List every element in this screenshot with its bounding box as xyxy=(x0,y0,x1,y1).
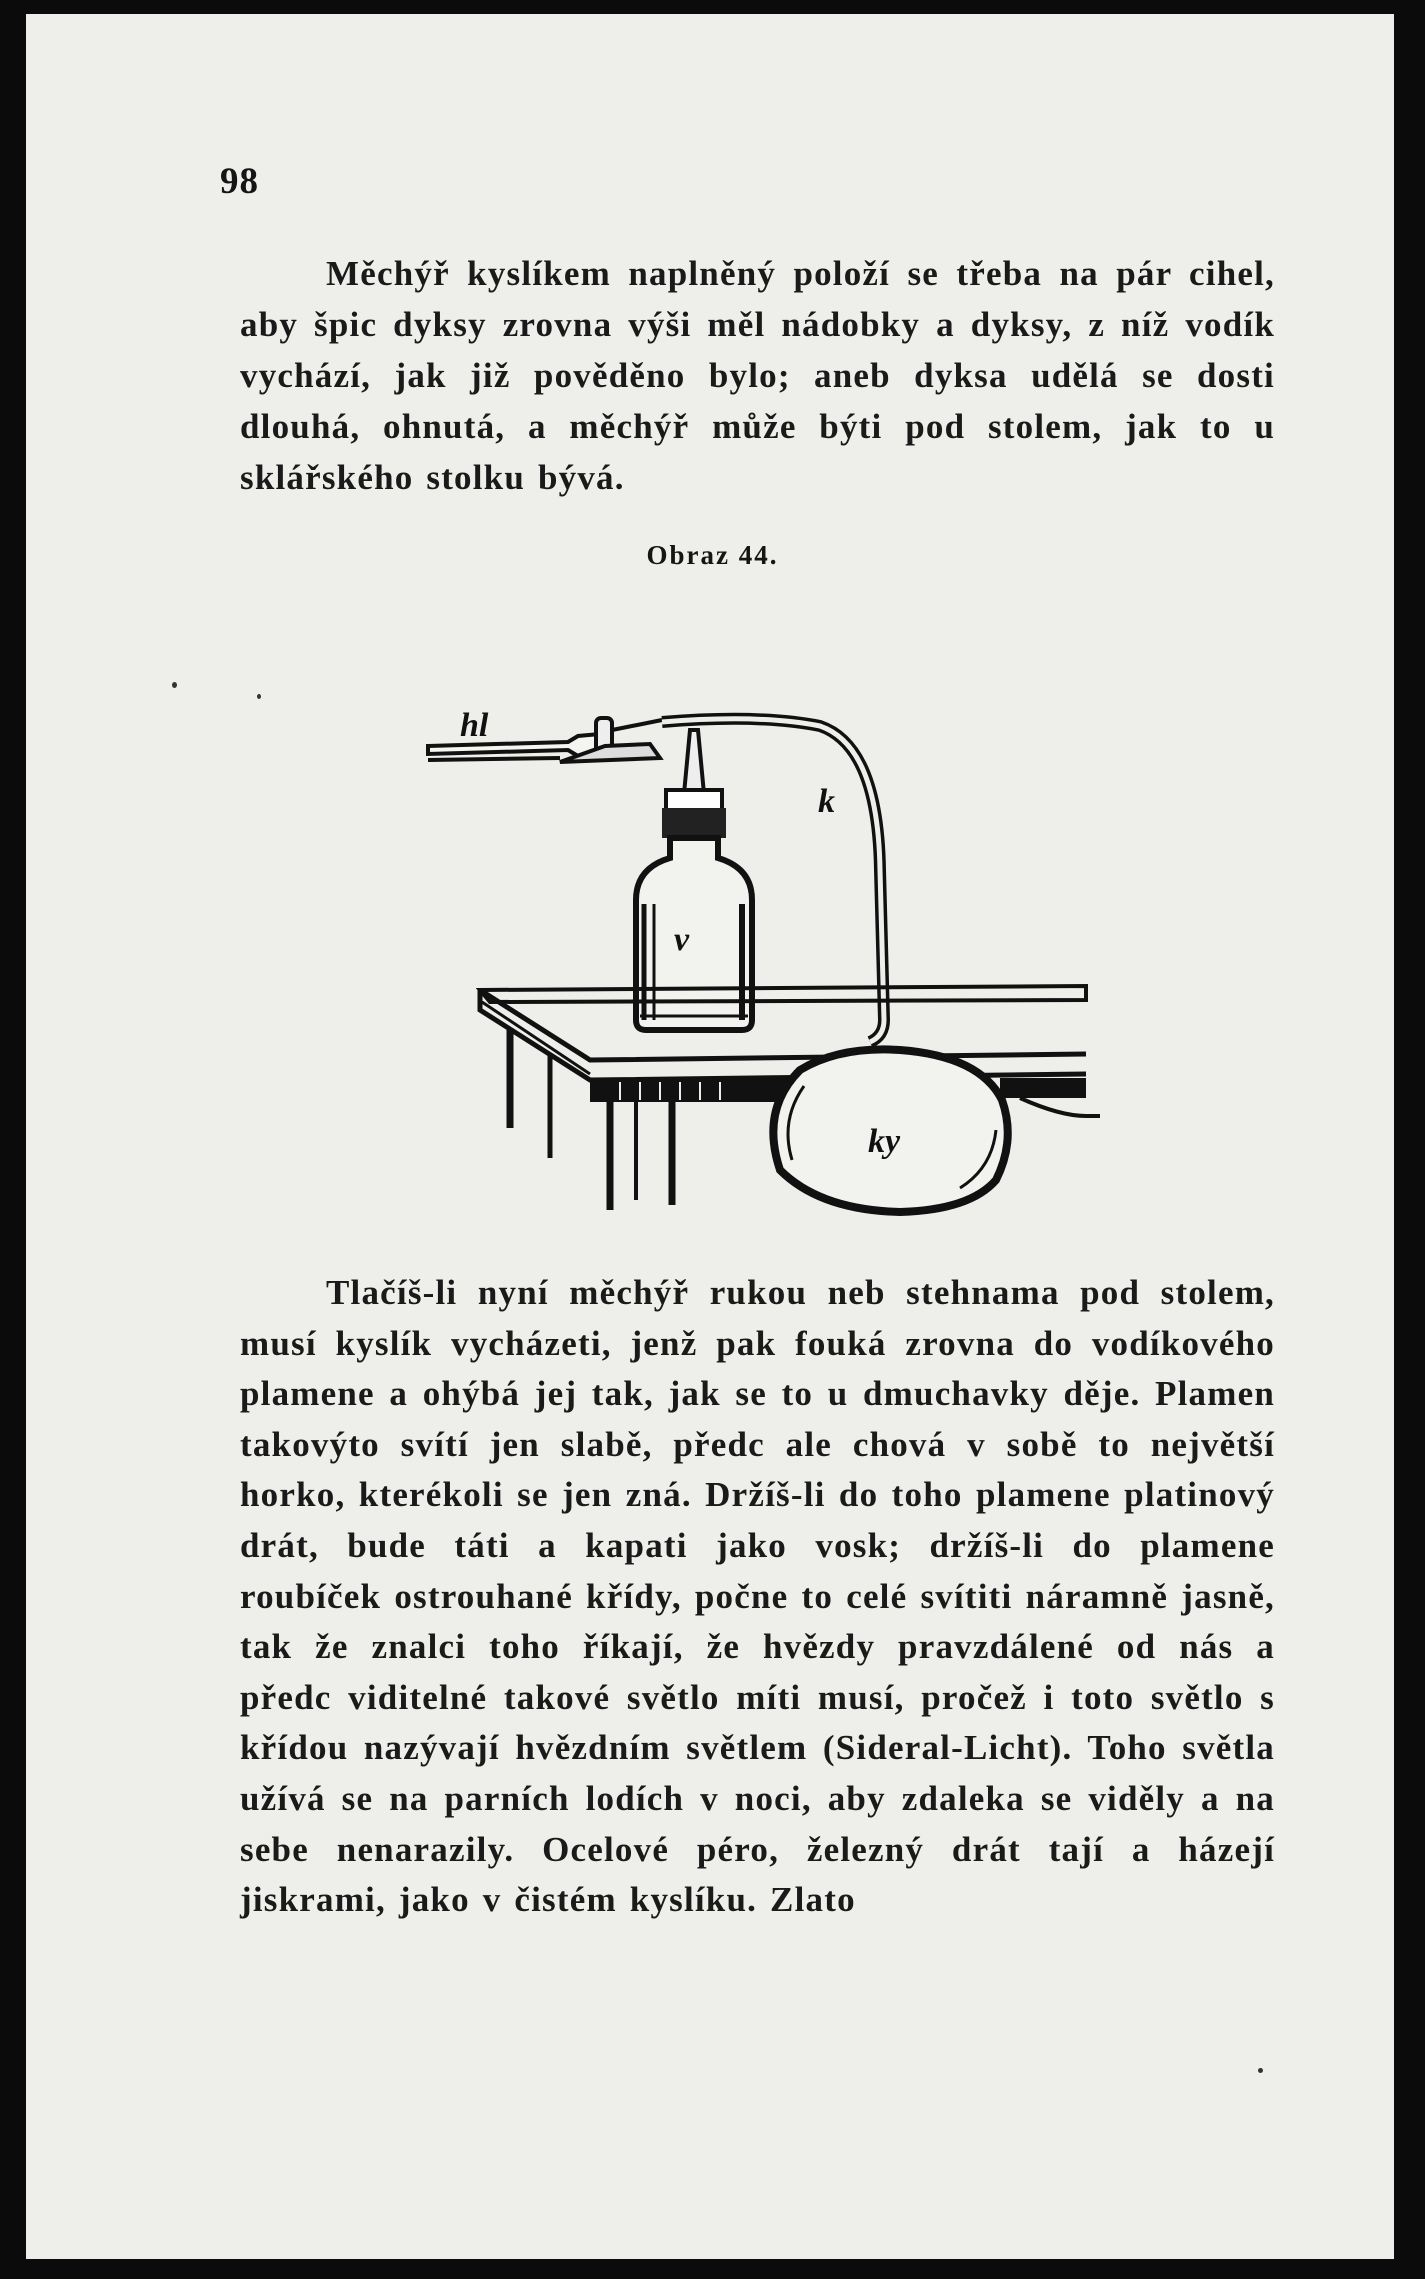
label-ky: ky xyxy=(868,1123,901,1160)
paragraph-1: Měchýř kyslíkem naplněný položí se třeba na pár cihel, aby špic dyksy zrovna výši měl nádobky a dyksy, z níž vodík vychází, jak již pověděno bylo; aneb dyksa udělá se dosti dlouhá, ohnutá, a měchýř může býti pod stolem, jak to u sklářského stolku bývá. xyxy=(240,254,1275,497)
ink-speck xyxy=(172,682,177,688)
bottle xyxy=(636,730,752,1030)
label-v: v xyxy=(674,921,690,958)
ink-speck xyxy=(1258,2068,1263,2073)
label-hl: hl xyxy=(460,707,489,744)
label-k: k xyxy=(818,783,835,820)
figure-apparatus xyxy=(400,690,1120,1230)
apparatus-illustration xyxy=(400,690,1120,1230)
ink-speck xyxy=(257,694,261,699)
figure-caption: Obraz 44. xyxy=(646,540,779,570)
paragraph-2: Tlačíš-li nyní měchýř rukou neb stehnama pod stolem, musí kyslík vycházeti, jenž pak fouká zrovna do vodíkového plamene a ohýbá jej tak, jak se to u dmuchavky děje. Plamen takovýto svítí jen slabě, předc ale chová v sobě to největší horko, kterékoli se jen zná. Držíš-li do toho plamene platinový drát, bude táti a kapati jako vosk; držíš-li do plamene roubíček ostrouhané křídy, počne to celé svítiti náramně jasně, tak že znalci toho říkají, že hvězdy pravzdálené od nás a předc viditelné takové světlo míti musí, pročež i toto světlo s křídou nazývají hvězdním světlem (Sideral-Licht). Toho světla užívá se na parních lodích v noci, aby zdaleka se viděly a na sebe nenarazily. Ocelové péro, železný drát tají a házejí jiskrami, jako v čistém kyslíku. Zlato xyxy=(240,1273,1275,1920)
page-number: 98 xyxy=(220,161,259,202)
